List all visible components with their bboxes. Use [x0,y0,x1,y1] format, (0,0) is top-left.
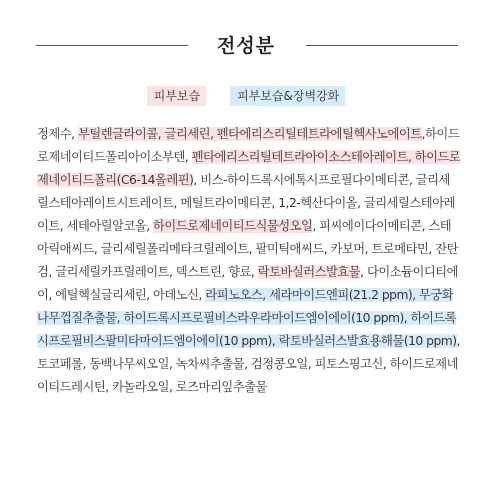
ingredient-segment-moisture: 하이드로제네이티드식물성오일 [153,219,313,233]
ingredient-segment: , 다이소듐이디티에이, 에틸헥실글리세린, 아데노신, [37,265,458,302]
ingredient-segment-moisture-barrier: 라피노오스, 세라마이드엔피(21.2 ppm), 무궁화나무껍질추출물, 하이드록시프로필비스라우라마이드엠이에이(10 ppm), 하이드록시프로필비스팔미타마이드엠이에이(10 ppm), 락토바실러스발효용해물(10 ppm) [37,288,457,348]
ingredient-segment: 정제수, [37,127,78,141]
ingredient-segment-moisture: 펜타에리스리틸테트라아이소스테아레이트, 하이드로제네이티드폴리(C6-14올레핀) [37,150,461,187]
ingredient-segment: , 피씨에이다이메티콘, 스테아릭애씨드, 글리세릴폴리메타크릴레이트, 팔미틱애씨드, 카보머, 트로메타민, 잔탄검, 글리세릴카프릴레이트, 덱스트린, 향료, [37,219,458,279]
legend-label-moisture-barrier: 피부보습&장벽강화 [230,86,345,106]
legend-item-moisture-barrier [230,86,345,106]
ingredient-segment-moisture: 부틸렌글라이콜, 글리세린, 펜타에리스리틸테트라에틸헥사노에이트 [77,127,422,141]
section-header [0,30,492,62]
header-rule-right [306,45,458,46]
ingredient-segment-moisture: 락토바실러스발효물 [257,265,361,279]
ingredient-segment: , 비스-하이드록시에톡시프로필다이메티콘, 글리세릴스테아레이트시트레이트, 메틸트라이메티콘, 1,2-헥산다이올, 글리세릴스테아레이트, 세테아릴알코올, [37,173,455,233]
legend-item-moisture [147,86,206,106]
page-title: 전성분 [216,35,276,57]
ingredient-list [37,123,461,399]
highlight-legend [0,86,492,106]
ingredient-segment: ,하이드로제네이티드폴리아이소부텐, [37,127,460,164]
ingredient-segment: , 토코페롤, 동백나무씨오일, 녹차씨추출물, 검정콩오일, 피토스핑고신, 하이드로제네이티드레시틴, 카놀라오일, 로즈마리잎추출물 [37,334,460,394]
legend-label-moisture: 피부보습 [147,86,206,106]
